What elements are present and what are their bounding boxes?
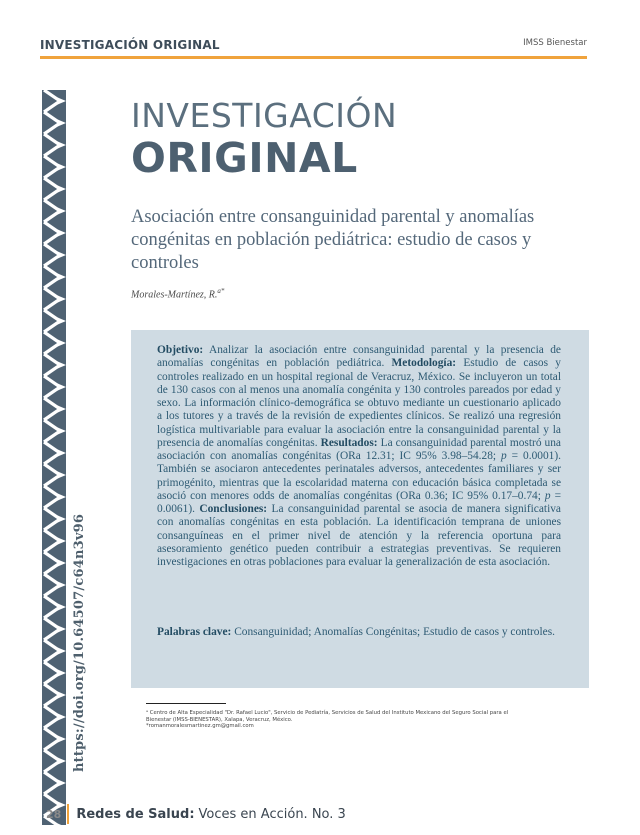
methodology-text: Estudio de casos y controles realizado en un hospital regional de Veracruz, México. Se incluyeron un total de 130 casos con al menos una anomalía congénita y 130 controles pareados por edad y sexo. La información clínico-demográfica se obtuvo mediante un cuestionario aplicado a los tutores y a través de la revisión de expedientes clínicos. Se realizó una regresión logística multivariable para evaluar la asociación entre la consanguinidad parental y la presencia de anomalías congénitas. xyxy=(157,357,561,449)
conclusions-text: La consanguinidad parental se asocia de manera significativa con anomalías congénitas en esta población. La identificación temprana de uniones consanguíneas en el primer nivel de atención y la referencia oportuna para asesoramiento genético pueden contribuir a estrategias preventivas. Se requieren investigaciones en otras poblaciones para evaluar la generalización de esta asociación. xyxy=(157,503,561,568)
results-text-b: = 0.0001). También se asociaron antecedentes perinatales adversos, antecedentes familiares y ser primogénito, mientras que la escolaridad materna con educación básica completada se asoció con menores odds de anomalías congénitas (ORa 0.36; IC 95% 0.17–0.74; xyxy=(157,450,561,502)
objective-label: Objetivo: xyxy=(157,344,204,356)
footer-journal-name: Redes de Salud: xyxy=(76,806,195,822)
results-text-c: = 0.0061). xyxy=(157,489,562,515)
conclusions-label: Conclusiones: xyxy=(199,503,268,515)
objective-text: Analizar la asociación entre consanguinidad parental y la presencia de anomalías congénitas en población pediátrica. xyxy=(157,344,561,370)
page-footer xyxy=(46,804,346,824)
running-header-section: INVESTIGACIÓN ORIGINAL xyxy=(40,38,220,52)
article-authors xyxy=(131,287,224,300)
footer-journal-subtitle: Voces en Acción. No. 3 xyxy=(198,806,346,822)
footnote-affiliation: ᵃ Centro de Alta Especialidad "Dr. Rafael Lucio", Servicio de Pediatría, Servicios de Salud del Instituto Mexicano del Seguro Social para el Bienestar (IMSS-BIENESTAR), Xalapa, Veracruz, México. xyxy=(146,710,509,723)
footnote-email[interactable]: *romanmoralesmartinez.gm@gmail.com xyxy=(146,723,254,730)
methodology-label: Metodología: xyxy=(391,357,457,370)
footnotes xyxy=(146,710,526,730)
footer-separator xyxy=(67,804,69,824)
header-rule xyxy=(40,56,587,59)
section-title-line2: ORIGINAL xyxy=(131,134,358,182)
p-symbol: p xyxy=(544,489,551,502)
doi-link[interactable]: https://doi.org/10.64507/c64n3v96 xyxy=(72,513,87,772)
running-header-organization: IMSS Bienestar xyxy=(523,38,587,48)
abstract-text xyxy=(157,344,561,569)
keywords xyxy=(157,626,561,639)
decorative-side-band xyxy=(42,90,66,825)
section-title-line1: INVESTIGACIÓN xyxy=(131,96,398,135)
author-name: Morales-Martínez, R. xyxy=(131,289,218,301)
keywords-label: Palabras clave: xyxy=(157,626,232,638)
article-title: Asociación entre consanguinidad parental y anomalías congénitas en población pediátrica: estudio de casos y controles xyxy=(131,207,535,273)
author-marks: a* xyxy=(217,287,225,295)
page-number: 28 xyxy=(46,807,62,821)
footnote-rule xyxy=(146,703,226,704)
results-text-a: La consanguinidad parental mostró una asociación con anomalías congénitas (ORa 12.31; IC 95% 3.98–54.28; xyxy=(157,436,561,462)
results-label: Resultados: xyxy=(320,436,378,449)
p-symbol: p xyxy=(501,450,507,462)
keywords-text: Consanguinidad; Anomalías Congénitas; Estudio de casos y controles. xyxy=(231,626,555,638)
zigzag-pattern-icon xyxy=(42,90,66,825)
